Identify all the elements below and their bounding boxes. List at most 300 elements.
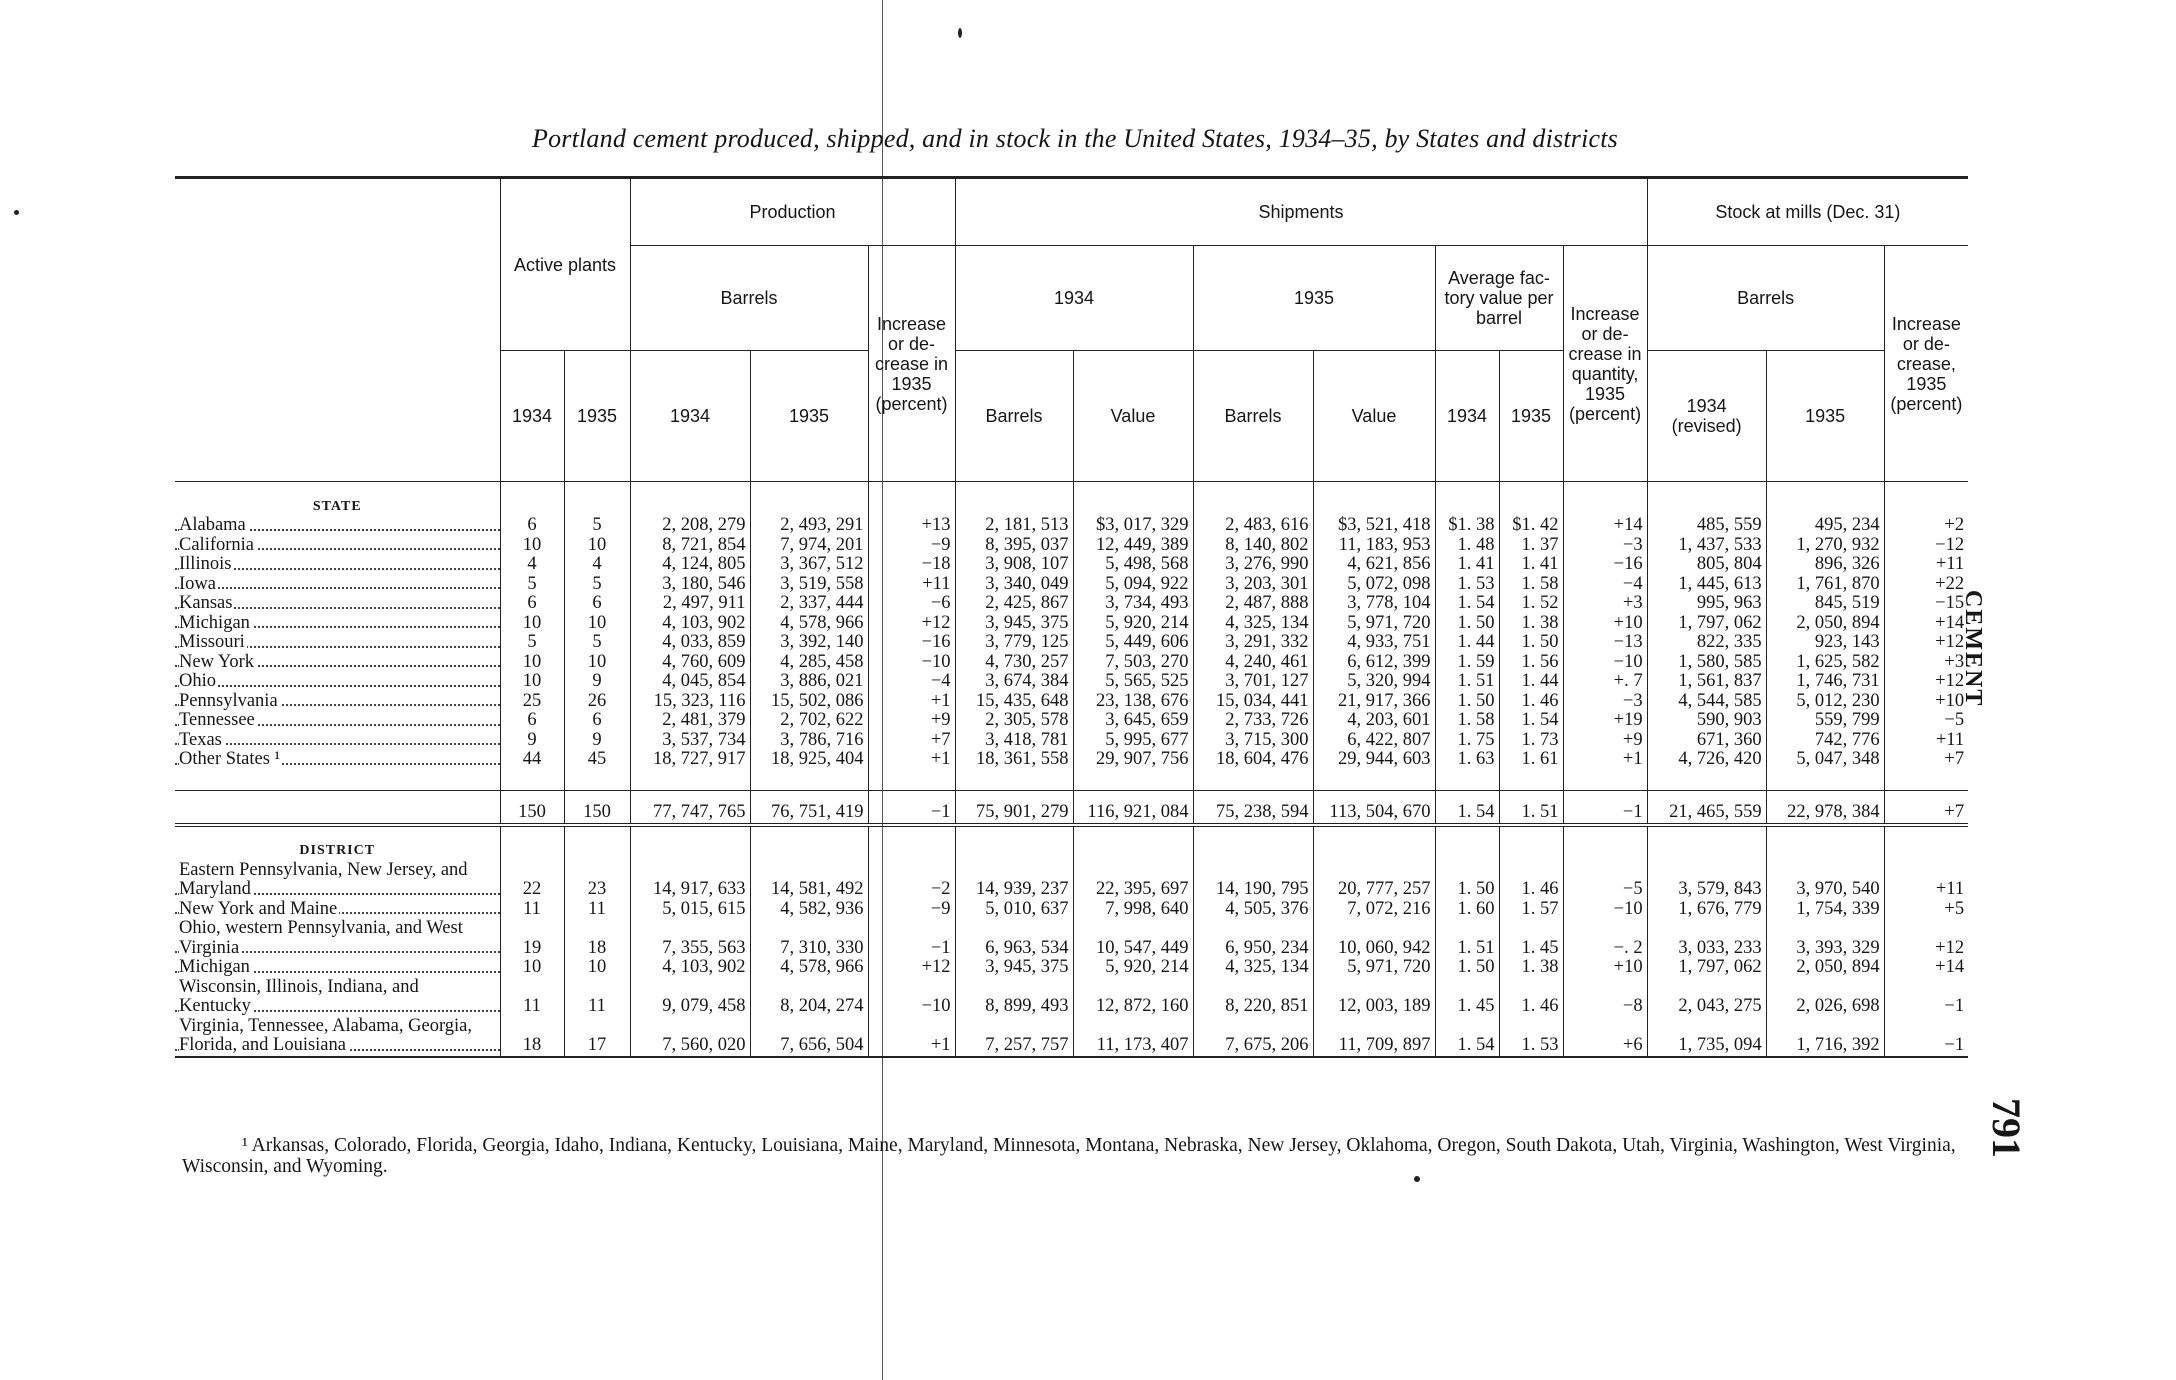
cell-quantity-change: −5 (1563, 861, 1647, 900)
cell-quantity-change: +19 (1563, 711, 1647, 731)
cell-stock-1934: 485, 559 (1647, 516, 1766, 536)
cell-quantity-change: −1 (1563, 790, 1647, 825)
cell-production-change: +7 (868, 731, 955, 751)
row-label-cell (175, 594, 500, 614)
row-label-cell (175, 958, 500, 978)
row-label: Tennessee (179, 711, 255, 730)
cell-shipments-1934-barrels: 6, 963, 534 (955, 919, 1073, 958)
cell-quantity-change: −10 (1563, 653, 1647, 673)
cell-shipments-1935-value: 5, 320, 994 (1313, 672, 1435, 692)
row-label-cell (175, 555, 500, 575)
cell-quantity-change: +10 (1563, 614, 1647, 634)
cell-plants-1935: 5 (564, 516, 630, 536)
cell-shipments-1935-value: 6, 612, 399 (1313, 653, 1435, 673)
cell-shipments-1934-barrels: 3, 674, 384 (955, 672, 1073, 692)
cell-shipments-1935-value: 5, 072, 098 (1313, 575, 1435, 595)
cell-production-1934: 8, 721, 854 (630, 536, 750, 556)
cell-average-value-1935: 1. 44 (1499, 672, 1563, 692)
cell-shipments-1934-value: 5, 094, 922 (1073, 575, 1193, 595)
cell-production-1934: 4, 103, 902 (630, 958, 750, 978)
cell-average-value-1935: 1. 51 (1499, 790, 1563, 825)
cell-shipments-1934-barrels: 8, 899, 493 (955, 978, 1073, 1017)
table-row (175, 653, 1968, 673)
cell-average-value-1935: 1. 52 (1499, 594, 1563, 614)
cell-production-change: −1 (868, 919, 955, 958)
table-row (175, 692, 1968, 712)
cell-production-1934: 2, 481, 379 (630, 711, 750, 731)
cell-production-1934: 5, 015, 615 (630, 900, 750, 920)
table-title: Portland cement produced, shipped, and in stock in the United States, 1934–35, by States and districts (531, 124, 1619, 153)
cell-average-value-1935: 1. 37 (1499, 536, 1563, 556)
cell-shipments-1935-barrels: 4, 240, 461 (1193, 653, 1313, 673)
header-shipments-1935: 1935 (1193, 246, 1435, 351)
cell-stock-1934: 995, 963 (1647, 594, 1766, 614)
cell-quantity-change: −4 (1563, 575, 1647, 595)
cell-production-change: −4 (868, 672, 955, 692)
table-row (175, 861, 1968, 900)
table-row (175, 536, 1968, 556)
cell-shipments-1934-value: 23, 138, 676 (1073, 692, 1193, 712)
cell-shipments-1935-barrels: 3, 715, 300 (1193, 731, 1313, 751)
cell-production-1935: 14, 581, 492 (750, 861, 868, 900)
cell-shipments-1934-value: $3, 017, 329 (1073, 516, 1193, 536)
cell-production-1935: 2, 337, 444 (750, 594, 868, 614)
row-label: Illinois (179, 555, 232, 574)
row-label-cell (175, 614, 500, 634)
header-shipments-1934-value: Value (1073, 351, 1193, 482)
cell-shipments-1935-barrels: 15, 034, 441 (1193, 692, 1313, 712)
cell-stock-1935: 1, 625, 582 (1766, 653, 1884, 673)
cell-plants-1934: 44 (500, 750, 564, 770)
cell-shipments-1935-value: 4, 933, 751 (1313, 633, 1435, 653)
cell-plants-1934: 10 (500, 653, 564, 673)
header-quantity-change: Increase or decrease in quantity, 1935 (percent) (1563, 246, 1647, 482)
cell-production-1935: 3, 786, 716 (750, 731, 868, 751)
cell-stock-1935: 5, 012, 230 (1766, 692, 1884, 712)
cell-stock-1935: 1, 746, 731 (1766, 672, 1884, 692)
cell-production-change: −1 (868, 790, 955, 825)
cell-average-value-1934: 1. 59 (1435, 653, 1499, 673)
cell-plants-1934: 6 (500, 516, 564, 536)
cell-stock-1934: 4, 544, 585 (1647, 692, 1766, 712)
table-row (175, 958, 1968, 978)
cell-production-change: −2 (868, 861, 955, 900)
cell-plants-1935: 23 (564, 861, 630, 900)
cell-stock-1934: 590, 903 (1647, 711, 1766, 731)
row-label-cell (175, 672, 500, 692)
cell-stock-1934: 1, 580, 585 (1647, 653, 1766, 673)
cell-shipments-1934-barrels: 3, 908, 107 (955, 555, 1073, 575)
cell-shipments-1935-value: 5, 971, 720 (1313, 614, 1435, 634)
section-heading-row (175, 482, 1968, 517)
cell-average-value-1934: $1. 38 (1435, 516, 1499, 536)
section-state-label: STATE (312, 498, 362, 514)
row-label: Michigan (179, 958, 250, 977)
row-label: Iowa (179, 574, 216, 594)
cell-production-1934: 4, 045, 854 (630, 672, 750, 692)
cell-shipments-1934-value: 5, 498, 568 (1073, 555, 1193, 575)
row-label-cell (175, 919, 500, 958)
table-row (175, 575, 1968, 595)
row-label-cell (175, 653, 500, 673)
row-label: Ohio (179, 672, 216, 691)
table-row (175, 633, 1968, 653)
header-stock-1935: 1935 (1766, 351, 1884, 482)
cell-stock-change: +12 (1884, 672, 1968, 692)
cell-quantity-change: −10 (1563, 900, 1647, 920)
header-active-plants: Active plants (500, 178, 630, 351)
cell-average-value-1934: 1. 75 (1435, 731, 1499, 751)
cell-plants-1934: 22 (500, 861, 564, 900)
cell-average-value-1935: 1. 46 (1499, 861, 1563, 900)
cell-stock-1935: 2, 026, 698 (1766, 978, 1884, 1017)
cell-production-1935: 7, 656, 504 (750, 1017, 868, 1057)
cell-quantity-change: −16 (1563, 555, 1647, 575)
cell-stock-1934: 671, 360 (1647, 731, 1766, 751)
cell-stock-change: +7 (1884, 790, 1968, 825)
district-body (175, 825, 1968, 1057)
cell-shipments-1934-barrels: 5, 010, 637 (955, 900, 1073, 920)
cell-stock-change: +12 (1884, 919, 1968, 958)
row-label: Texas (179, 730, 222, 750)
row-label: Ohio, western Pennsylvania, and West Virginia (179, 919, 463, 958)
cell-plants-1935: 5 (564, 633, 630, 653)
cell-production-change: +12 (868, 958, 955, 978)
cell-stock-change: +14 (1884, 614, 1968, 634)
cell-production-1934: 77, 747, 765 (630, 790, 750, 825)
row-label: Pennsylvania (179, 691, 278, 711)
cell-stock-1934: 1, 797, 062 (1647, 958, 1766, 978)
row-label: New York and Maine (179, 899, 338, 919)
row-label-cell (175, 692, 500, 712)
row-label-cell (175, 536, 500, 556)
cell-production-change: +9 (868, 711, 955, 731)
header-shipments-1935-value: Value (1313, 351, 1435, 482)
cell-stock-1935: 559, 799 (1766, 711, 1884, 731)
header-stock-barrels: Barrels (1647, 246, 1884, 351)
cell-stock-1935: 5, 047, 348 (1766, 750, 1884, 770)
row-label: New York (179, 652, 255, 672)
cell-plants-1935: 5 (564, 575, 630, 595)
cell-shipments-1935-value: 11, 183, 953 (1313, 536, 1435, 556)
cell-stock-change: −5 (1884, 711, 1968, 731)
cell-shipments-1934-barrels: 3, 779, 125 (955, 633, 1073, 653)
cell-plants-1934: 11 (500, 978, 564, 1017)
cell-production-1934: 4, 103, 902 (630, 614, 750, 634)
cell-quantity-change: +9 (1563, 731, 1647, 751)
cell-production-1935: 7, 310, 330 (750, 919, 868, 958)
cell-plants-1935: 9 (564, 731, 630, 751)
cell-production-1935: 4, 578, 966 (750, 958, 868, 978)
header-production-1934: 1934 (630, 351, 750, 482)
cement-statistics-table (175, 176, 1968, 1058)
cell-shipments-1935-value: 3, 778, 104 (1313, 594, 1435, 614)
cell-average-value-1934: 1. 50 (1435, 692, 1499, 712)
cell-average-value-1935: 1. 38 (1499, 614, 1563, 634)
cell-production-1934: 4, 033, 859 (630, 633, 750, 653)
cell-average-value-1935: $1. 42 (1499, 516, 1563, 536)
table-row (175, 711, 1968, 731)
header-shipments-1934-barrels: Barrels (955, 351, 1073, 482)
cell-stock-change: +11 (1884, 861, 1968, 900)
cell-stock-change: −1 (1884, 978, 1968, 1017)
cell-shipments-1934-barrels: 3, 945, 375 (955, 958, 1073, 978)
cell-stock-1934: 2, 043, 275 (1647, 978, 1766, 1017)
cell-average-value-1935: 1. 45 (1499, 919, 1563, 958)
cell-production-change: +13 (868, 516, 955, 536)
cell-average-value-1935: 1. 58 (1499, 575, 1563, 595)
cell-plants-1935: 10 (564, 958, 630, 978)
cell-production-1935: 4, 582, 936 (750, 900, 868, 920)
cell-plants-1934: 150 (500, 790, 564, 825)
header-production-1935: 1935 (750, 351, 868, 482)
cell-production-1934: 2, 497, 911 (630, 594, 750, 614)
cell-quantity-change: +10 (1563, 958, 1647, 978)
row-label-cell (175, 711, 500, 731)
cell-shipments-1934-value: 5, 449, 606 (1073, 633, 1193, 653)
header-production-barrels: Barrels (630, 246, 868, 351)
table-row (175, 555, 1968, 575)
cell-plants-1934: 19 (500, 919, 564, 958)
table-row (175, 1017, 1968, 1057)
cell-production-change: −9 (868, 536, 955, 556)
cell-production-change: −16 (868, 633, 955, 653)
cell-average-value-1934: 1. 53 (1435, 575, 1499, 595)
cell-stock-change: +2 (1884, 516, 1968, 536)
header-stock-at-mills: Stock at mills (Dec. 31) (1647, 178, 1968, 246)
section-district-label: DISTRICT (299, 843, 376, 858)
total-body (175, 790, 1968, 825)
cell-shipments-1934-value: 116, 921, 084 (1073, 790, 1193, 825)
cell-stock-change: −12 (1884, 536, 1968, 556)
cell-quantity-change: +6 (1563, 1017, 1647, 1057)
cell-plants-1934: 5 (500, 575, 564, 595)
cell-stock-1935: 1, 270, 932 (1766, 536, 1884, 556)
cell-shipments-1934-barrels: 4, 730, 257 (955, 653, 1073, 673)
cell-stock-change: +11 (1884, 731, 1968, 751)
row-label-cell (175, 750, 500, 770)
cell-shipments-1934-value: 3, 645, 659 (1073, 711, 1193, 731)
cell-shipments-1934-value: 11, 173, 407 (1073, 1017, 1193, 1057)
cell-average-value-1934: 1. 63 (1435, 750, 1499, 770)
cell-shipments-1935-barrels: 3, 701, 127 (1193, 672, 1313, 692)
cell-plants-1934: 6 (500, 711, 564, 731)
cell-plants-1934: 9 (500, 731, 564, 751)
row-label: Missouri (179, 633, 245, 652)
cell-stock-1934: 822, 335 (1647, 633, 1766, 653)
cell-shipments-1935-barrels: 6, 950, 234 (1193, 919, 1313, 958)
cell-shipments-1935-value: 4, 621, 856 (1313, 555, 1435, 575)
cell-production-change: −10 (868, 978, 955, 1017)
cell-plants-1934: 10 (500, 958, 564, 978)
spacer-row (175, 770, 1968, 791)
cell-production-1935: 18, 925, 404 (750, 750, 868, 770)
cell-plants-1934: 18 (500, 1017, 564, 1057)
cell-stock-change: +22 (1884, 575, 1968, 595)
cell-average-value-1934: 1. 54 (1435, 790, 1499, 825)
cell-plants-1935: 6 (564, 594, 630, 614)
cell-quantity-change: −3 (1563, 692, 1647, 712)
cell-production-1934: 15, 323, 116 (630, 692, 750, 712)
cell-shipments-1935-value: 6, 422, 807 (1313, 731, 1435, 751)
cell-shipments-1935-barrels: 4, 505, 376 (1193, 900, 1313, 920)
cell-production-1935: 3, 519, 558 (750, 575, 868, 595)
cell-shipments-1935-barrels: 3, 276, 990 (1193, 555, 1313, 575)
header-stock-1934: 1934 (revised) (1647, 351, 1766, 482)
cell-shipments-1934-barrels: 15, 435, 648 (955, 692, 1073, 712)
running-head: CEMENT (1960, 590, 1986, 708)
cell-stock-change: +10 (1884, 692, 1968, 712)
cell-average-value-1934: 1. 45 (1435, 978, 1499, 1017)
cell-stock-1935: 1, 754, 339 (1766, 900, 1884, 920)
cell-average-value-1935: 1. 61 (1499, 750, 1563, 770)
cell-shipments-1935-value: $3, 521, 418 (1313, 516, 1435, 536)
cell-production-1935: 76, 751, 419 (750, 790, 868, 825)
cell-plants-1935: 10 (564, 536, 630, 556)
cell-stock-1934: 21, 465, 559 (1647, 790, 1766, 825)
scan-speck (14, 210, 19, 215)
page-number: 791 (1984, 1098, 2029, 1158)
table-row (175, 750, 1968, 770)
cell-shipments-1935-value: 12, 003, 189 (1313, 978, 1435, 1017)
cell-stock-change: +7 (1884, 750, 1968, 770)
cell-plants-1934: 4 (500, 555, 564, 575)
cell-plants-1935: 45 (564, 750, 630, 770)
cell-shipments-1935-barrels: 8, 140, 802 (1193, 536, 1313, 556)
table-row (175, 614, 1968, 634)
cell-average-value-1934: 1. 44 (1435, 633, 1499, 653)
cell-plants-1935: 150 (564, 790, 630, 825)
header-average-value: Average factory value per barrel (1435, 246, 1563, 351)
cell-average-value-1935: 1. 38 (1499, 958, 1563, 978)
cell-production-1935: 8, 204, 274 (750, 978, 868, 1017)
cell-stock-1934: 3, 579, 843 (1647, 861, 1766, 900)
cell-shipments-1935-value: 11, 709, 897 (1313, 1017, 1435, 1057)
cell-shipments-1935-barrels: 3, 291, 332 (1193, 633, 1313, 653)
row-label: Wisconsin, Illinois, Indiana, and Kentucky (179, 977, 419, 1016)
cell-stock-1935: 2, 050, 894 (1766, 614, 1884, 634)
cell-average-value-1934: 1. 50 (1435, 614, 1499, 634)
cell-plants-1935: 18 (564, 919, 630, 958)
cell-quantity-change: +14 (1563, 516, 1647, 536)
cell-average-value-1934: 1. 58 (1435, 711, 1499, 731)
cell-shipments-1935-value: 5, 971, 720 (1313, 958, 1435, 978)
cell-production-1935: 3, 886, 021 (750, 672, 868, 692)
cell-shipments-1934-barrels: 7, 257, 757 (955, 1017, 1073, 1057)
footnote: ¹ Arkansas, Colorado, Florida, Georgia, Idaho, Indiana, Kentucky, Louisiana, Maine, Maryland, Minnesota, Montana, Nebraska, New Jersey, Oklahoma, Oregon, South Dakota, Utah, Virginia, Washington, West Virginia, Wisconsin, and Wyoming. (182, 1135, 1956, 1177)
header-shipments-1934: 1934 (955, 246, 1193, 351)
cell-production-1934: 7, 560, 020 (630, 1017, 750, 1057)
cell-stock-1934: 805, 804 (1647, 555, 1766, 575)
cell-average-value-1934: 1. 54 (1435, 1017, 1499, 1057)
header-shipments: Shipments (955, 178, 1647, 246)
cell-shipments-1934-barrels: 3, 340, 049 (955, 575, 1073, 595)
row-label: Other States ¹ (179, 750, 281, 769)
cell-production-1935: 15, 502, 086 (750, 692, 868, 712)
table-row (175, 919, 1968, 958)
cell-quantity-change: −3 (1563, 536, 1647, 556)
cell-shipments-1935-barrels: 8, 220, 851 (1193, 978, 1313, 1017)
cell-average-value-1935: 1. 73 (1499, 731, 1563, 751)
row-label-cell (175, 516, 500, 536)
cell-shipments-1935-barrels: 2, 487, 888 (1193, 594, 1313, 614)
cell-shipments-1935-value: 21, 917, 366 (1313, 692, 1435, 712)
row-label-cell (175, 861, 500, 900)
cell-average-value-1935: 1. 56 (1499, 653, 1563, 673)
cell-shipments-1934-barrels: 3, 418, 781 (955, 731, 1073, 751)
cell-shipments-1934-value: 5, 920, 214 (1073, 614, 1193, 634)
cell-shipments-1934-barrels: 18, 361, 558 (955, 750, 1073, 770)
row-label: California (179, 535, 255, 555)
cell-shipments-1934-barrels: 2, 181, 513 (955, 516, 1073, 536)
cell-stock-change: −1 (1884, 1017, 1968, 1057)
cell-production-1935: 3, 392, 140 (750, 633, 868, 653)
cell-stock-1935: 1, 761, 870 (1766, 575, 1884, 595)
cell-plants-1934: 11 (500, 900, 564, 920)
cell-production-1934: 3, 537, 734 (630, 731, 750, 751)
cell-shipments-1934-barrels: 3, 945, 375 (955, 614, 1073, 634)
cell-production-1934: 18, 727, 917 (630, 750, 750, 770)
cell-average-value-1935: 1. 41 (1499, 555, 1563, 575)
cell-average-value-1934: 1. 54 (1435, 594, 1499, 614)
cell-production-1934: 14, 917, 633 (630, 861, 750, 900)
row-label-cell (175, 633, 500, 653)
cell-shipments-1935-value: 20, 777, 257 (1313, 861, 1435, 900)
cell-plants-1934: 25 (500, 692, 564, 712)
row-label-cell (175, 575, 500, 595)
cell-plants-1934: 5 (500, 633, 564, 653)
cell-stock-1935: 22, 978, 384 (1766, 790, 1884, 825)
cell-production-change: −6 (868, 594, 955, 614)
cell-average-value-1935: 1. 46 (1499, 978, 1563, 1017)
cell-quantity-change: +3 (1563, 594, 1647, 614)
header-average-1934: 1934 (1435, 351, 1499, 482)
header-production: Production (630, 178, 955, 246)
cell-stock-1935: 923, 143 (1766, 633, 1884, 653)
cell-shipments-1935-barrels: 7, 675, 206 (1193, 1017, 1313, 1057)
row-label: Alabama (179, 516, 246, 535)
cell-plants-1935: 9 (564, 672, 630, 692)
cell-plants-1935: 11 (564, 900, 630, 920)
cell-plants-1934: 10 (500, 672, 564, 692)
cell-stock-change: +11 (1884, 555, 1968, 575)
cell-production-change: +12 (868, 614, 955, 634)
cell-quantity-change: −13 (1563, 633, 1647, 653)
table-row (175, 731, 1968, 751)
cell-shipments-1935-value: 4, 203, 601 (1313, 711, 1435, 731)
cell-average-value-1934: 1. 50 (1435, 861, 1499, 900)
cell-production-1935: 2, 493, 291 (750, 516, 868, 536)
cell-shipments-1934-value: 5, 995, 677 (1073, 731, 1193, 751)
header-production-change: Increase or decrease in 1935 (percent) (868, 246, 955, 482)
cell-stock-1935: 2, 050, 894 (1766, 958, 1884, 978)
cell-shipments-1934-value: 7, 998, 640 (1073, 900, 1193, 920)
table-row (175, 516, 1968, 536)
header-plants-1934: 1934 (500, 351, 564, 482)
row-label-cell (175, 978, 500, 1017)
table-header (175, 178, 1968, 482)
cell-quantity-change: +1 (1563, 750, 1647, 770)
cell-plants-1934: 6 (500, 594, 564, 614)
cell-shipments-1934-value: 5, 920, 214 (1073, 958, 1193, 978)
cell-shipments-1934-value: 5, 565, 525 (1073, 672, 1193, 692)
cell-plants-1935: 10 (564, 614, 630, 634)
cell-average-value-1934: 1. 41 (1435, 555, 1499, 575)
cell-production-1934: 7, 355, 563 (630, 919, 750, 958)
cell-stock-1935: 1, 716, 392 (1766, 1017, 1884, 1057)
cell-production-1935: 4, 285, 458 (750, 653, 868, 673)
cell-shipments-1934-barrels: 8, 395, 037 (955, 536, 1073, 556)
